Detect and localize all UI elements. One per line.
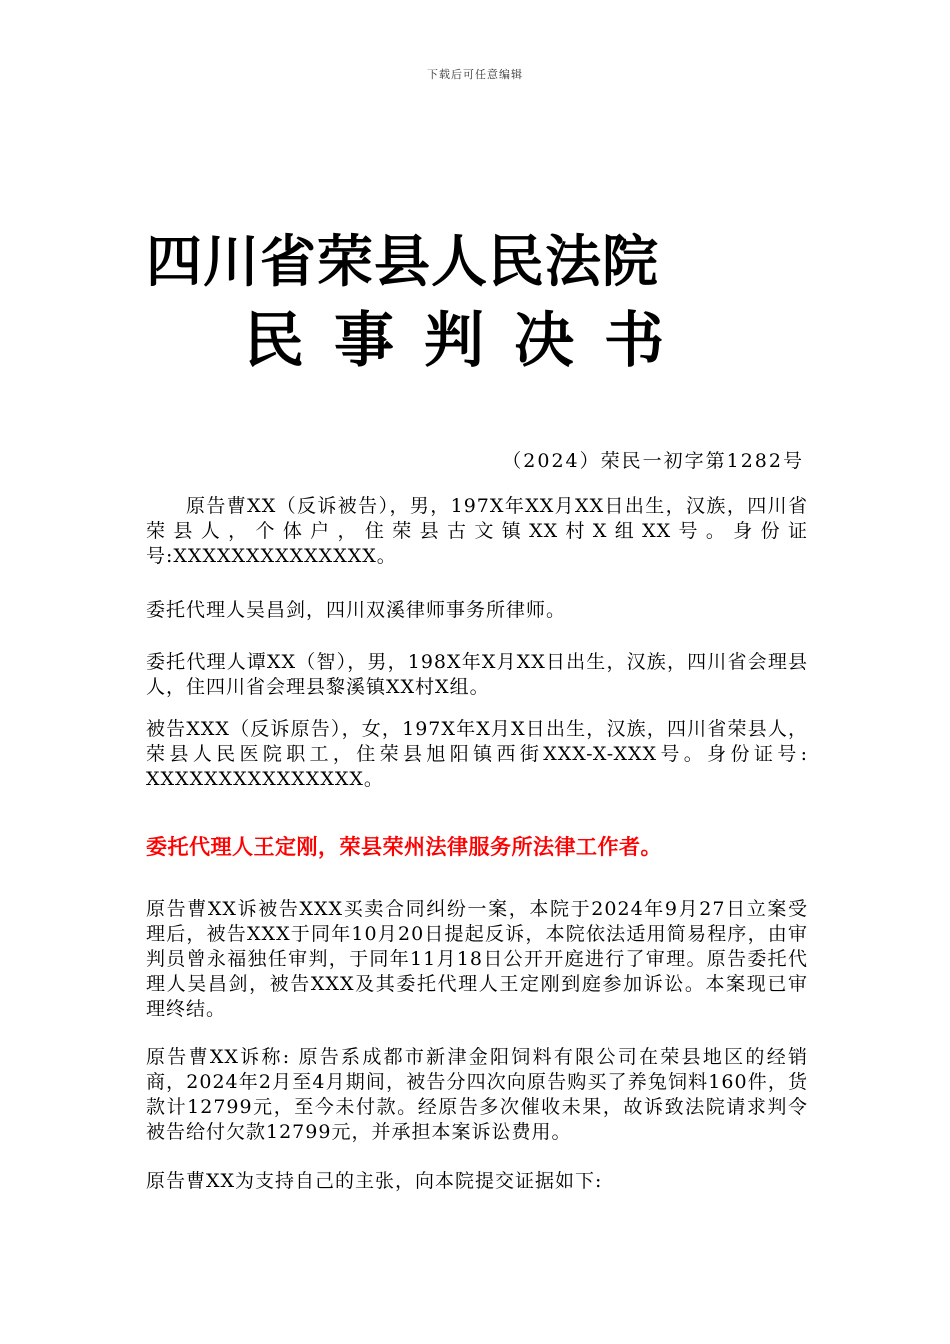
case-number: （2024）荣民一初字第1282号 xyxy=(502,450,804,472)
plaintiff-agent-1-paragraph: 委托代理人吴昌剑，四川双溪律师事务所律师。 xyxy=(146,599,567,621)
case-intro-paragraph: 原告曹XX诉被告XXX买卖合同纠纷一案，本院于2024年9月27日立案受理后，被告XXX于同年10月20日提起反诉，本院依法适用简易程序，由审判员曾永福独任审判，于同年11月18日公开开庭进行了审理。原告委托代理人吴昌剑，被告XXX及其委托代理人王定刚到庭参加诉讼。本案现已审理终结。 xyxy=(146,898,808,1020)
plaintiff-agent-2-paragraph: 委托代理人谭XX（智），男，198X年X月XX日出生，汉族，四川省会理县人，住四川省会理县黎溪镇XX村X组。 xyxy=(146,651,808,698)
plaintiff-claim-paragraph: 原告曹XX诉称: 原告系成都市新津金阳饲料有限公司在荣县地区的经销商，2024年2月至4月期间，被告分四次向原告购买了养兔饲料160件，货款计12799元，至今未付款。经原告多次催收未果，故诉致法院请求判令被告给付欠款12799元，并承担本案诉讼费用。 xyxy=(146,1046,808,1143)
plaintiff-paragraph: 原告曹XX（反诉被告），男，197X年XX月XX日出生，汉族，四川省荣县人，个体户，住荣县古文镇XX村X组XX号。身份证号:XXXXXXXXXXXXXX。 xyxy=(146,495,808,567)
defendant-agent-paragraph: 委托代理人王定刚，荣县荣州法律服务所法律工作者。 xyxy=(146,835,662,859)
header-note: 下载后可任意编辑 xyxy=(427,68,523,81)
defendant-paragraph: 被告XXX（反诉原告），女，197X年X月X日出生，汉族，四川省荣县人，荣县人民医院职工，住荣县旭阳镇西街XXX-X-XXX号。身份证号: XXXXXXXXXXXXXXX。 xyxy=(146,718,808,790)
court-name-title: 四川省荣县人民法院 xyxy=(146,230,659,295)
document-type-title: 民事判决书 xyxy=(244,306,694,376)
evidence-intro-paragraph: 原告曹XX为支持自己的主张，向本院提交证据如下: xyxy=(146,1170,603,1192)
